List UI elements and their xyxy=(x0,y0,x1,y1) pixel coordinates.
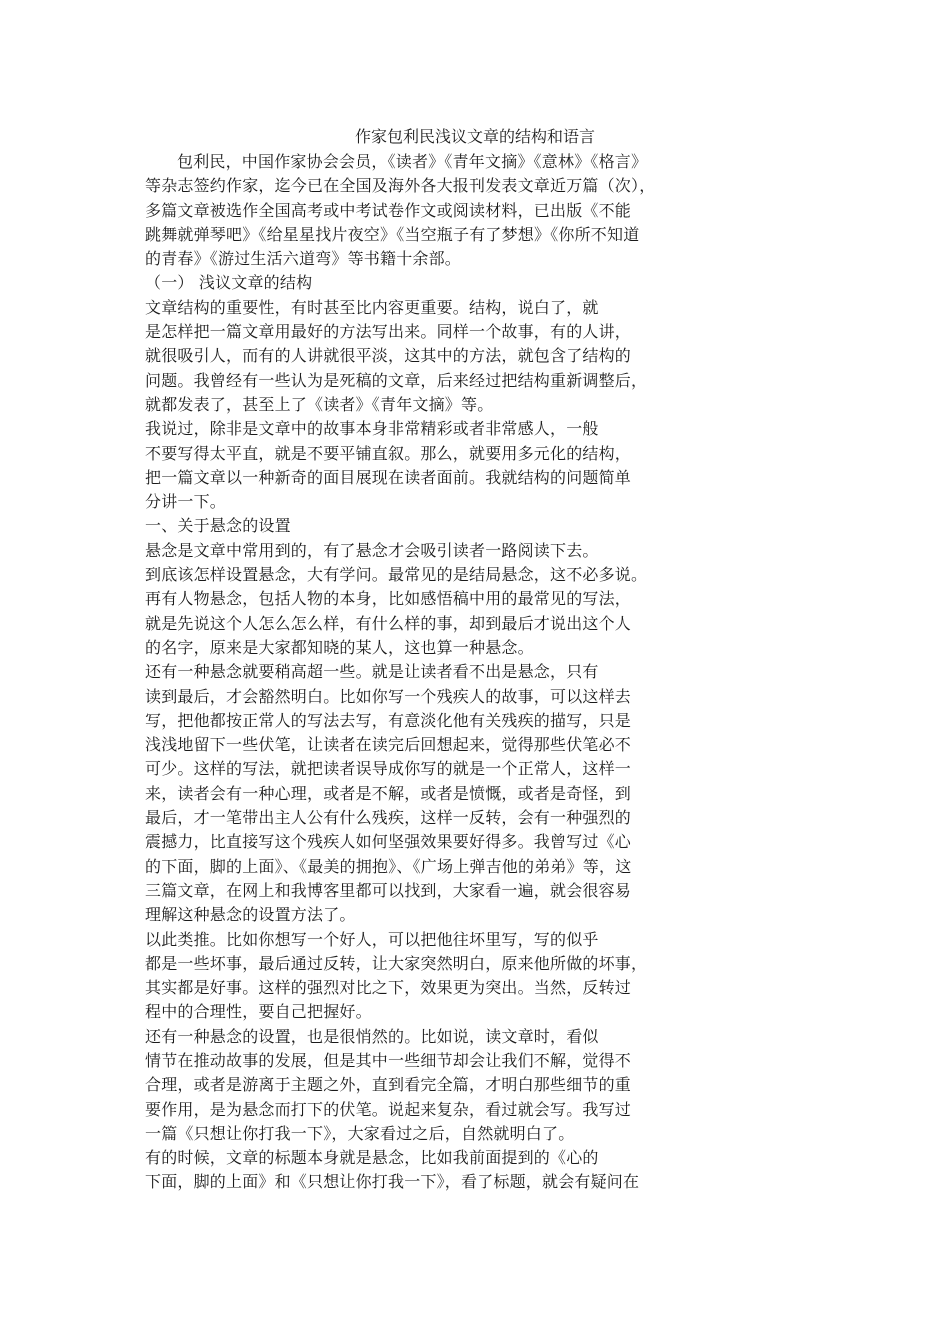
text-line: 的名字，原来是大家都知晓的某人，这也算一种悬念。 xyxy=(145,637,534,657)
text-line: （一） 浅议文章的结构 xyxy=(145,273,313,293)
text-line: 我说过，除非是文章中的故事本身非常精彩或者非常感人，一般 xyxy=(145,419,599,439)
text-line: 多篇文章被选作全国高考或中考试卷作文或阅读材料，已出版《不能 xyxy=(145,200,632,220)
text-line: 悬念是文章中常用到的，有了悬念才会吸引读者一路阅读下去。 xyxy=(145,540,599,560)
text-line: 到底该怎样设置悬念，大有学问。最常见的是结局悬念，这不必多说。 xyxy=(145,565,648,585)
text-line: 一、关于悬念的设置 xyxy=(145,516,291,536)
text-line: 来，读者会有一种心理，或者是不解，或者是愤慨，或者是奇怪，到 xyxy=(145,783,632,803)
text-line: 把一篇文章以一种新奇的面目展现在读者面前。我就结构的问题简单 xyxy=(145,467,632,487)
text-line: 震撼力，比直接写这个残疾人如何坚强效果要好得多。我曾写过《心 xyxy=(145,832,632,852)
text-line: 三篇文章，在网上和我博客里都可以找到，大家看一遍，就会很容易 xyxy=(145,880,632,900)
text-line: 还有一种悬念的设置，也是很悄然的。比如说，读文章时，看似 xyxy=(145,1026,599,1046)
text-line: 要作用，是为悬念而打下的伏笔。说起来复杂，看过就会写。我写过 xyxy=(145,1099,632,1119)
text-line: 跳舞就弹琴吧》《给星星找片夜空》《当空瓶子有了梦想》《你所不知道 xyxy=(145,224,640,244)
text-line: 读到最后，才会豁然明白。比如你写一个残疾人的故事，可以这样去 xyxy=(145,686,632,706)
text-line: 浅浅地留下一些伏笔，让读者在读完后回想起来，觉得那些伏笔必不 xyxy=(145,735,632,755)
text-line: 一篇《只想让你打我一下》，大家看过之后，自然就明白了。 xyxy=(145,1123,575,1143)
text-line: 写，把他都按正常人的写法去写，有意淡化他有关残疾的描写，只是 xyxy=(145,710,632,730)
text-line: 其实都是好事。这样的强烈对比之下，效果更为突出。当然，反转过 xyxy=(145,978,632,998)
text-line: 的青春》《游过生活六道弯》等书籍十余部。 xyxy=(145,249,462,269)
text-line: 有的时候，文章的标题本身就是悬念，比如我前面提到的《心的 xyxy=(145,1148,599,1168)
text-line: 文章结构的重要性，有时甚至比内容更重要。结构，说白了，就 xyxy=(145,297,599,317)
text-line: 就是先说这个人怎么怎么样，有什么样的事，却到最后才说出这个人 xyxy=(145,613,632,633)
text-line: 不要写得太平直，就是不要平铺直叙。那么，就要用多元化的结构， xyxy=(145,443,632,463)
text-line: 再有人物悬念，包括人物的本身，比如感悟稿中用的最常见的写法， xyxy=(145,589,632,609)
text-line: 就很吸引人，而有的人讲就很平淡，这其中的方法，就包含了结构的 xyxy=(145,346,632,366)
text-line: 是怎样把一篇文章用最好的方法写出来。同样一个故事，有的人讲， xyxy=(145,322,632,342)
text-line: 情节在推动故事的发展，但是其中一些细节却会让我们不解，觉得不 xyxy=(145,1050,632,1070)
text-line: 等杂志签约作家，迄今已在全国及海外各大报刊发表文章近万篇（次）， xyxy=(145,176,656,196)
text-line: 还有一种悬念就要稍高超一些。就是让读者看不出是悬念，只有 xyxy=(145,662,599,682)
text-line: 分讲一下。 xyxy=(145,492,227,512)
text-line: 理解这种悬念的设置方法了。 xyxy=(145,905,356,925)
text-line: 最后，才一笔带出主人公有什么残疾，这样一反转，会有一种强烈的 xyxy=(145,808,632,828)
text-line: 的下面，脚的上面》、《最美的拥抱》、《广场上弹吉他的弟弟》等，这 xyxy=(145,856,632,876)
document-body xyxy=(145,150,705,1195)
document-title: 作家包利民浅议文章的结构和语言 xyxy=(354,127,595,146)
text-line: 问题。我曾经有一些认为是死稿的文章，后来经过把结构重新调整后， xyxy=(145,370,648,390)
text-line: 以此类推。比如你想写一个好人，可以把他往坏里写，写的似乎 xyxy=(145,929,599,949)
text-line: 程中的合理性，要自己把握好。 xyxy=(145,1002,372,1022)
text-line: 都是一些坏事，最后通过反转，让大家突然明白，原来他所做的坏事， xyxy=(145,953,648,973)
text-line: 下面，脚的上面》和《只想让你打我一下》，看了标题，就会有疑问在 xyxy=(145,1172,640,1192)
text-line: 包利民，中国作家协会会员，《读者》《青年文摘》《意林》《格言》 xyxy=(177,152,648,171)
text-line: 合理，或者是游离于主题之外，直到看完全篇，才明白那些细节的重 xyxy=(145,1075,632,1095)
text-line: 可少。这样的写法，就把读者误导成你写的就是一个正常人，这样一 xyxy=(145,759,632,779)
text-line: 就都发表了，甚至上了《读者》《青年文摘》等。 xyxy=(145,394,494,414)
